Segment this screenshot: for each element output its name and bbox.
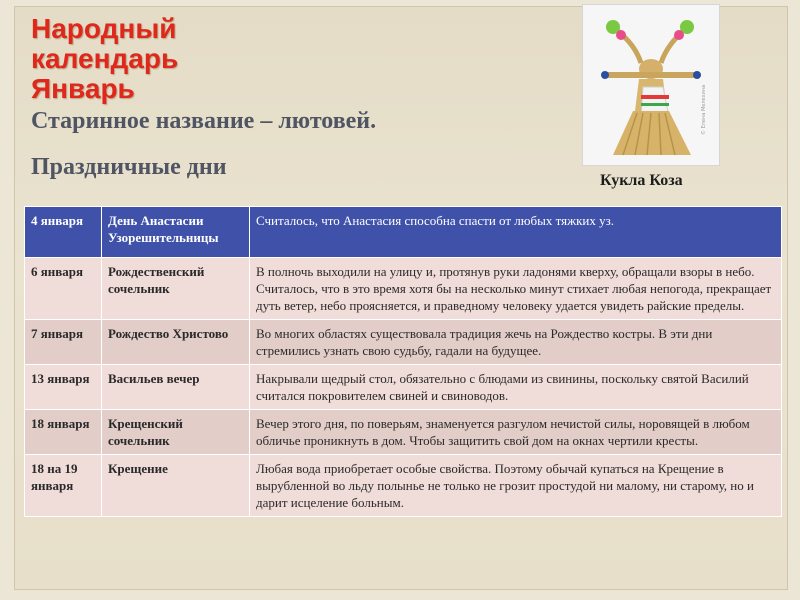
event-cell: Рождество Христово: [102, 320, 250, 365]
description-cell: Считалось, что Анастасия способна спасти от любых тяжких уз.: [250, 207, 782, 258]
slide-title: [31, 14, 178, 104]
event-cell: Крещение: [102, 455, 250, 517]
doll-photo: [582, 4, 720, 166]
photo-caption: Кукла Коза: [600, 172, 683, 189]
photo-watermark: © Елена Мелехина: [701, 84, 707, 135]
table-row: [25, 410, 782, 455]
holidays-table: [24, 206, 782, 517]
title-line-3: Январь: [31, 73, 135, 104]
title-line-2: календарь: [31, 43, 179, 74]
date-cell: 6 января: [25, 258, 102, 320]
event-cell: Васильев вечер: [102, 365, 250, 410]
event-cell: Крещенский сочельник: [102, 410, 250, 455]
table-row: [25, 365, 782, 410]
title-line-1: Народный: [31, 13, 177, 44]
old-name-text: Старинное название – лютовей.: [31, 108, 377, 134]
event-cell: Рождественский сочельник: [102, 258, 250, 320]
description-cell: Во многих областях существовала традиция жечь на Рождество костры. В эти дни стремились узнать свою судьбу, гадали на будущее.: [250, 320, 782, 365]
table-row: [25, 207, 782, 258]
date-cell: 13 января: [25, 365, 102, 410]
date-cell: 4 января: [25, 207, 102, 258]
description-cell: Накрывали щедрый стол, обязательно с блюдами из свинины, поскольку святой Василий считался покровителем свиней и свиноводов.: [250, 365, 782, 410]
table-row: [25, 455, 782, 517]
table-row: [25, 258, 782, 320]
description-cell: Любая вода приобретает особые свойства. Поэтому обычай купаться на Крещение в вырубленной во льду полынье не только не грозит простудой ни малому, ни старому, но и дарит исцеление больным.: [250, 455, 782, 517]
section-heading: Праздничные дни: [31, 154, 227, 180]
straw-doll-image: [583, 5, 719, 165]
date-cell: 18 на 19 января: [25, 455, 102, 517]
date-cell: 7 января: [25, 320, 102, 365]
event-cell: День Анастасии Узорешительницы: [102, 207, 250, 258]
description-cell: Вечер этого дня, по поверьям, знаменуется разгулом нечистой силы, норовящей в любом обличье проникнуть в дом. Чтобы защитить свой дом на окнах чертили кресты.: [250, 410, 782, 455]
description-cell: В полночь выходили на улицу и, протянув руки ладонями кверху, обращали взоры в небо. Считалось, что в это время хотя бы на несколько минут стихает любая непогода, прекращает дуть ветер, небо проясняется, и праведному человеку удается увидеть райские пределы.: [250, 258, 782, 320]
date-cell: 18 января: [25, 410, 102, 455]
table-row: [25, 320, 782, 365]
